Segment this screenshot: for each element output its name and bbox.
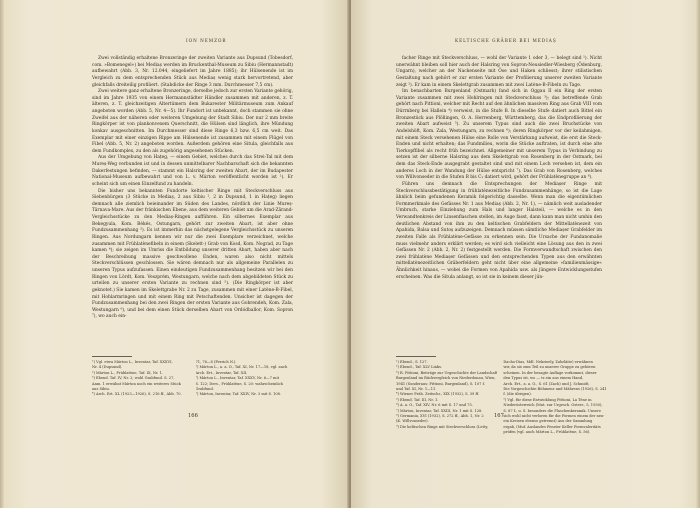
footnote-line: prüfen (vgl. auch Márton L., Frühlatène, S. 56). [503, 430, 591, 435]
footnote-line: ¹) Ebend., S. 127. [396, 360, 428, 364]
footnote-line: ⁶) A. a. O., Taf. XIV, Nr. 6 mit S. 17 und 75. [396, 403, 473, 408]
footnote-line: ⁵) Ebend. Taf. III, Nr. 1. [396, 397, 439, 402]
footnote-line: wir, da sie zum Teil zu unserer Gruppe zu gehören [503, 365, 596, 370]
left-footnotes [92, 360, 293, 398]
left-footnote-column-2 [196, 360, 294, 398]
footnote-line: S. 122; Ders., Frühlatène, S. 20: wahrscheinlich [195, 381, 283, 386]
footnote-line: ⁴) Wiener Präh. Zeitschr., XIX (1932), S. 39 ff. [396, 392, 480, 397]
footnote-line: ergab, (Muf. Auslandes Fenster Keller Formvaleritäts [503, 424, 601, 429]
footnote-line: 71, 76—8 (Ferrich N.). [195, 360, 237, 364]
footnote-line: Arch. Ért., a. a. O., S. 61 (Zach) und J. Schmidt, [503, 381, 590, 386]
footnote-line: Die Vorgeschichte Böhmens und Mährens (1926), S. 241 [503, 387, 607, 392]
footnote-line: ²) Márton L., Frühlatène, Taf. IX, Nr. 1. [92, 370, 164, 375]
footnote-line: den Typus ist, wo — tz ein aus einem Hand, [503, 376, 584, 381]
left-footnote-column-1 [92, 360, 190, 398]
right-paragraph: Im benachbarten Burgenland (Ostmark) fand sich in Oggau II ein Ring der ersten Variante zusammen mit zwei Hohlringen mit Steckverschluss ³); das betreffende Grab gehört nach Pittioni, welcher mit Recht auf den ähnlichen massiven Ring aus Grab VIII vom Dürrnberg bei Hallein ⁴) verweist, in die Stufe B. In dieselbe Stufe datiert auch Bittel ein Bronzestück aus Plöllingen, O. A. Herrenberg, Württemberg, das die Endprofilierung der zweiten Abart aufweist ⁵). Zu unserem Typus sind auch die zwei Bruchstücke von Andelshöft, Kom. Zala, Westungarn, zu rechnen ⁶); deren Ringkörper vor der keilahmigen, mit einem Steck versehenen Hülse eine Rolle von Verstärkung aufweist, die erst die Steck-Enden und nicht erhalten; das Fundmilieu, worin die Stücke auftraten, ist durch eine alte Tierkopffibel als recht früh bezeichnet. Allgemeiner mit unserem Typus in Verbindung zu setzen ist der silberne Halsring aus dem Skelettgrab von Rosenberg in der Ostmark, bei dem das Steck-Ende ausgegrabt gestaltet sind und mit einem Loch versehen ist, dem ein anderes Loch in der Wandung der Hülse entspricht ⁷). Das Grab von Rosenberg, welches von Willvonseder in die Stufen B bis C₁ datiert wird, gehört der Frühlatènegruppe an ⁸). [396, 89, 602, 181]
footnote-line: ⁷) Márton, Inventar, Taf. XXIV, Nr. 3 mit S. 108. [195, 392, 282, 397]
footnote-line: ein Kreisen ebenso getrennt) Aus der Sammlung [503, 419, 593, 424]
footnote-line: ⁶) Márton L., Inventar, Taf. XXXV, Nr. 6—7 mit [195, 376, 280, 381]
left-body-text [92, 56, 293, 321]
footnote-line: Dacho-Dias, Mdl. Nekrieely, Zahrläite) erwähnen [503, 360, 593, 364]
right-paragraph: facher Ringe mit Steckverschluss, — wohl der Variante 1 oder 3, — belegt sind ¹). Nicht unerwähnt bleiben soll hier auch der Halsring von Sopron-Neusiedler-Wiesberg (Ödenburg, Ungarn), welcher an der Nackenseite mit Öse und Haken schliesst; ihrer stilistischen Gestaltung nach gehört er zur ersten Variante der Profilierung unserer zweiten Variante zeigt ²). Er kam in einem Skelettgrab zusammen mit zwei Latène-B-Fibeln zu Tage. [396, 56, 602, 88]
left-running-head: ION NEMZOR [186, 38, 227, 43]
footnote-line: Arch. Ért., Inventar, Taf. XII. [195, 370, 248, 375]
right-page-number: 167 [494, 413, 504, 419]
footnote-line: Niederösterreich (Mat. zur Urgesch. Österr., 5, 1930), [503, 403, 603, 408]
right-paragraph: Führen uns demnach die Entsprechungen der Mediașer Ringe mit Steckverschlussbestätigung in frühlatènezeitliche Fundzusammenhänge, so ist die Lage ähnlich beim gefundenen Keramik folgerichtig dasselbe. Wenn man die eigentümlichen Formmerkmale des Gefässes Nr. 1 aus Mediaș (Abb. 2, Nr. 1), — nämlich weit ausladender Umbruch, starke Einziehung zum Hals und langer Halsteil, — welche es in den Verwandtenkreis der Linsenflaschen stellen, im Auge fasst, dann kann man nicht umhin den deutlichen Abstand von ihm zu den keltischen Grabfeldern der Mittellatènezeit von Apahida, Balsa und Sutoș aufzuzeigen. Demnach müssen sämtliche Mediașer Grabfelder im zweiten Falle als Frühlatène-Gefässe zu erkennen sein. Die Ursache der Fundanomalie muss vielmehr anders erklärt werden; es wird sich vielleicht eine Lösung aus den in zwei Gefässen Nr. 2 (Abb. 2, Nr. 2) festgestellt werden. Die Formverwandtschaft zwischen den zwei frühlatène Mediașer Gefässen und den entsprechenden Typen aus den erwähnten mittellatènezeitlichen Gräberfeldern geht nicht über eine allgemeine »familienmässige« Ähnlichkeit hinaus, — wobei die Formen von Apahida usw. als jüngere Entwicklungsstufen erscheinen. Was die Situla anlangt, so ist sie in keinem dieser jün- [396, 181, 602, 280]
footnote-line: aus Sibiu. [92, 387, 110, 392]
footnote-line: Anm. 1 erwähnt Márton noch ein weiteres Stück [92, 381, 181, 386]
footnote-line: ¹) Vgl. etwa Márton L., Inventar, Taf. XXXVI, [92, 360, 173, 364]
footnote-line: S. 87 f., u. S. besonders die Flaschenkeramik. Unsere [503, 408, 601, 413]
left-page-number: 166 [188, 413, 198, 419]
footnote-line: sich wohl nicht verloren für die Formen einem der neu- [503, 414, 605, 419]
right-footnote-column-1 [396, 360, 497, 436]
footnote-line: Burgenland im Rückvergleich von Niederdonau, Wien, [396, 376, 496, 381]
footnote-line: ⁵) Márton L., a. a. O., Taf. XI, Nr. 17—18, vgl. auch [195, 365, 288, 370]
right-footnotes [396, 360, 607, 436]
footnote-line: Nr. 4 (Dupsund). [92, 365, 123, 370]
right-body-text [396, 56, 602, 281]
right-footnote-rule [396, 356, 436, 357]
footnote-line: ⁹) Die keltischen Ringe mit Steckverschluss (Letty, [396, 424, 489, 429]
footnote-line: ⁴) Arch. Ért. XL (1923—1926), S. 216 ff., Abb. 70. [92, 392, 182, 397]
right-page [351, 0, 700, 508]
left-page [0, 0, 349, 508]
right-page-edge [696, 0, 700, 508]
right-footnote-column-2 [503, 360, 606, 436]
footnote-line: Grabfund. [195, 387, 214, 392]
footnote-line: ²) Ebend., Taf. XLV Links. [396, 365, 443, 370]
left-paragraph: Aus der Umgebung von Hațeg, — einem Gebiet, welches durch das Strei-Tal mit dem Mureș-Weg verbunden ist und in dessen unmittelbarer Nachbarschaft sich die bekannten Dakerfestungen befinden, — stammt ein Halsring der zweiten Abart, der im Budapester National-Museum aufbewahrt und von L. v. Márton veröffentlicht worden ist ¹). Er scheint sich um einen Einzelfund zu handeln. [92, 155, 293, 187]
footnote-line: ³) R. Pittioni, Beiträge zur Urgeschichte der Landschaft [396, 370, 498, 375]
footnote-line: ⁷) Márton, Inventar, Taf. XXIII, Nr. 1 mit S. 128. [396, 408, 483, 413]
left-paragraph: Zwei weitere ganz erhaltene Bronzeringe, derselbe jedoch zur ersten Variante gehörig, sind im Jahre 1935 von einem Hermannstädter Händler zusammen mit anderen, z. T. älteren, z. T. gleichzeitigen Altertümern dem Bukarester Militärmuseum zum Ankauf angeboten worden (Abb. 5, Nr. 4—5). Ihr Fundort ist unbekannt, doch stammen sie ohne Zweifel aus der näheren oder weiteren Umgebung der Stadt Sibiu. Der nur 2 mm breite Ringkörper ist von plankonvexem Querschnitt, die Hülsen sind länglich, ihre Mündung konkav ausgeschnitten. Im Durchmesser sind diese Ringe 6,3 bzw. 6,5 cm weit. Das Exemplar mit einer einzigen Rippe am Hülsenende ist zusammen mit einem Flügel von Fibel (Abb. 5, Nr. 2) angeboten worden. Außerdem gehören eine Situla, gleichfalls aus dem Fundkomplex, zu den als zugehörig angesehenen Stücken. [92, 89, 293, 154]
footnote-line: (K. Willvonseder). [396, 419, 429, 424]
footnote-line: ³) Ebend. Taf. IV, Nr. 2; wohl Grabfund. S. 27, [92, 376, 175, 381]
left-paragraph: Die bisher uns bekannten Fundorte keltischer Ringe mit Steckverschluss aus Siebenbürgen (3 Stücke in Mediaș, 2 aus Sibiu ², 2 in Dupsund, 1 in Hațeg) liegen demnach alle ziemlich beieinander im Süden des Landes, nördlich der Linie Mureș-Târnava-Mare. Aus der fränkischen Ebene, aus dem weiteren Gebiet um die Arad-Zărand-Vergleichsstücke zu den Mediaș-Ringen aufführen. Ein silbernes Exemplar aus Bekegyula, Kom. Békés, Ostungarn, gehört zur zweiten Abart, ist aber ohne Fundzusammenhang ³). Es ist immerhin das nächstgelegene Vergleichsstück zu unseren Ringen. Aus Nordungarn kennen wir nur die zwei Exemplare verzeichnet, welche zusammen mit Frühlatènefibeln in einem (Skelett-) Grab von Kosd, Kom. Nograd, zu Tage kamen ⁴); sie zeigen im Umriss die Entbildung unserer dritten Abart, haben aber nach der Beschreibung massive geschwollene Enden, waren also nicht mittels Steckverschlüssen geschlossen. Sie wären demnach nur als allgemeine Parallelen zu unseren Typus aufzufassen. Einen eindeutigen Fundzusammenhang besitzen wir bei den Ringen von Lördt, Kom. Veszprém, Westungarn, welche nach dem abgebildeten Stück zu urteilen zu unserer ersten Variante zu rechnen sind ⁵). (Die Ringkörper ist aber geknotet.) Sie kamen im Skelettgrabe Nr. 2 zu Tage, zusammen mit einer Latène-B-Fibel, mit Hohlarmringen und mit einem Ring mit Petschaftenden. Unsicher ist dagegen der Fundzusammenhang bei den zwei Ringen der ersten Variante aus Gobrendeh, Kom. Zala, Westungarn ⁶), und bei dem einen Stück derselben Abart von Ordódballor, Kom. Sopron ⁷), wo auch ein- [92, 188, 293, 320]
left-paragraph: Zwei vollständig erhaltene Bronzeringe der zweiten Variante aus Dupsund (Tobesdorf, com. »Bomenegel«) bei Mediaș werden im Bruckenthal-Museum zu Sibiu (Hermannstadt) aufbewahrt (Abb. 3, Nr. 12.044, eingeliefert im Jahre 1885); ihr Hülsenende ist im Vergleich zu dem entsprechenden Stück aus Mediaș wenig stark hervortretend, aber gleichfalls dreiteilig profiliert. (Stabdicke der Ringe 3 mm. Durchmesser 7,5 cm). [92, 56, 293, 88]
left-footnote-rule [92, 356, 132, 357]
footnote-line: und Taf. XI, Nr. 1—11. [396, 387, 437, 392]
right-running-head: KELTISCHE GRÄBER BEI MEDIAȘ [455, 38, 557, 43]
footnote-line: ⁸) Germania, XVI (1932), S. 272 ff., Abb. 1, Nr. 2 [396, 414, 484, 419]
footnote-line: f. (die übrigen). [503, 392, 532, 397]
footnote-line: 1941 (Sonderaus: Pittioni, Burgenland), S. 107 f. [396, 381, 485, 386]
footnote-line: scheinen. In der besagte Auflage vorkommt, dieser [503, 370, 597, 375]
footnote-line: ⁹) Vgl. für diese Entwicklung Pittioni, La Tène in [503, 397, 592, 402]
left-page-edge [0, 0, 4, 508]
